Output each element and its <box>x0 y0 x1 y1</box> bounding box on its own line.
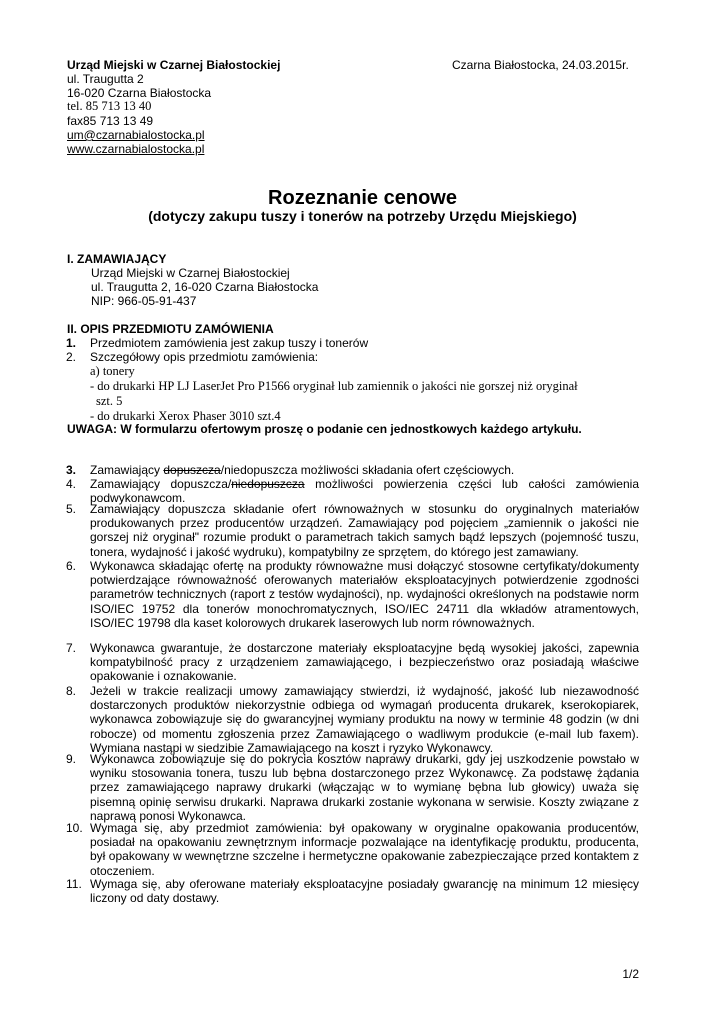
item6-number: 6. <box>66 559 77 573</box>
item4-text-b: możliwości powierzenia części lub całości zamówienia podwykonawcom. <box>90 477 639 506</box>
office-email-link[interactable]: um@czarnabialostocka.pl <box>67 128 205 142</box>
sub-b2: szt. 5 <box>96 394 123 408</box>
item11-number: 11. <box>66 877 82 891</box>
item1-text: Przedmiotem zamówienia jest zakup tuszy i tonerów <box>90 336 369 350</box>
item4-text-a: Zamawiający dopuszcza/ <box>90 477 232 491</box>
item5-number: 5. <box>66 502 77 516</box>
item8-text: Jeżeli w trakcie realizacji umowy zamawiający stwierdzi, iż wydajność, jakość lub niezawodność dostarczonych produktów niekorzystnie odbiega od wymagań producenta drukarek, kserokopiarek, wykonawca zobowiązuje się do gwarancyjnej wymiany produktu na nowy w terminie 48 godzin (w dni robocze) od momentu zgłoszenia przez Zamawiającego o wadliwym produkcie (e-mail lub faxem). Wymiana nastąpi w siedzibie Zamawiającego na koszt i ryzyko Wykonawcy. <box>90 684 639 755</box>
item-8 <box>66 684 639 755</box>
sub-c: - do drukarki Xerox Phaser 3010 szt.4 <box>90 409 281 423</box>
document-title: Rozeznanie cenowe <box>268 187 457 209</box>
item2-text: Szczegółowy opis przedmiotu zamówienia: <box>90 350 319 364</box>
item6-text: Wykonawca składając ofertę na produkty równoważne musi dołączyć stosowne certyfikaty/dokumenty potwierdzające równoważność oferowanych materiałów eksploatacyjnych potwierdzenie zgodności parametrów technicznych (raport z testów wydajności), np. wydajności określonych na podstawie norm ISO/IEC 19752 dla tonerów monochromatycznych, ISO/IEC 24711 dla wkładów atramentowych, ISO/IEC 19798 dla kaset kolorowych drukarek laserowych lub norm równoważnych. <box>90 559 639 630</box>
item9-number: 9. <box>66 752 77 766</box>
item-10 <box>66 821 639 878</box>
item-6 <box>66 559 639 630</box>
item4-strike: niedopuszcza <box>231 477 305 491</box>
item3-number: 3. <box>66 463 77 477</box>
section1-line1: Urząd Miejski w Czarnej Białostockiej <box>91 266 290 280</box>
page-number: 1/2 <box>622 967 639 981</box>
item3-text-b: /niedopuszcza możliwości składania ofert częściowych. <box>220 463 515 477</box>
document-subtitle: (dotyczy zakupu tuszy i tonerów na potrzeby Urzędu Miejskiego) <box>148 208 577 224</box>
item-7 <box>66 641 639 684</box>
item1-number: 1. <box>66 336 77 350</box>
item-3 <box>66 463 639 477</box>
item8-number: 8. <box>66 684 77 698</box>
place-date: Czarna Białostocka, 24.03.2015r. <box>452 58 629 72</box>
section1-line3: NIP: 966-05-91-437 <box>91 294 197 308</box>
item-5 <box>66 502 639 559</box>
office-www-link[interactable]: www.czarnabialostocka.pl <box>67 142 205 156</box>
item10-number: 10. <box>66 821 83 835</box>
item4-number: 4. <box>66 477 77 491</box>
item7-number: 7. <box>66 641 77 655</box>
section1-heading: I. ZAMAWIAJĄCY <box>67 252 167 266</box>
office-name: Urząd Miejski w Czarnej Białostockiej <box>67 58 281 72</box>
office-street: ul. Traugutta 2 <box>67 72 144 86</box>
item-11 <box>66 877 639 905</box>
office-postal: 16-020 Czarna Białostocka <box>67 86 212 100</box>
item2-number: 2. <box>66 350 77 364</box>
sub-a: a) tonery <box>90 364 135 378</box>
item-9 <box>66 752 639 823</box>
item3-strike: dopuszcza <box>163 463 221 477</box>
office-tel: tel. 85 713 13 40 <box>67 99 152 113</box>
item11-text: Wymaga się, aby oferowane materiały eksploatacyjne posiadały gwarancję na minimum 12 miesięcy liczony od daty dostawy. <box>90 877 639 906</box>
note: UWAGA: W formularzu ofertowym proszę o podanie cen jednostkowych każdego artykułu. <box>67 422 582 436</box>
item5-text: Zamawiający dopuszcza składanie ofert równoważnych w stosunku do oryginalnych materiałów produkowanych przez producentów urządzeń. Zamawiający pod pojęciem „zamiennik o jakości nie gorszej niż oryginał" rozumie produkt o parametrach takich samych bądź lepszych (pojemność tuszu, tonera, wydajność i jakość wydruku), kompatybilny ze sprzętem, do którego jest zamawiany. <box>90 502 639 559</box>
section1-line2: ul. Traugutta 2, 16-020 Czarna Białostocka <box>91 280 319 294</box>
section2-heading: II. OPIS PRZEDMIOTU ZAMÓWIENIA <box>67 322 274 336</box>
item10-text: Wymaga się, aby przedmiot zamówienia: był opakowany w oryginalne opakowania producentów, posiadał na opakowaniu zewnętrznym informacje pozwalające na identyfikację produktu, producenta, był opakowany w wewnętrzne szczelne i hermetyczne opakowanie zabezpieczające przed kontaktem z otoczeniem. <box>90 821 639 878</box>
sub-b1: - do drukarki HP LJ LaserJet Pro P1566 oryginał lub zamiennik o jakości nie gorszej niż oryginał <box>90 379 578 393</box>
item7-text: Wykonawca gwarantuje, że dostarczone materiały eksploatacyjne będą wysokiej jakości, zapewnia kompatybilność pracy z urządzeniem zamawiającego, i bezpieczeństwo oraz posiadają właściwe opakowanie i oznakowanie. <box>90 641 639 684</box>
office-fax: fax85 713 13 49 <box>67 114 154 128</box>
item9-text: Wykonawca zobowiązuje się do pokrycia kosztów naprawy drukarki, gdy jej uszkodzenie powstało w wyniku stosowania tonera, tuszu lub bębna dostarczonego przez Wykonawcę. Za podstawę żądania przez zamawiającego naprawy drukarki (włączając w to wymianę bębna lub głowicy) uważa się pisemną opinię serwisu drukarki. Naprawa drukarki zostanie wykonana w serwisie. Koszty związane z naprawą ponosi Wykonawca. <box>90 752 639 823</box>
item3-text-a: Zamawiający <box>90 463 164 477</box>
